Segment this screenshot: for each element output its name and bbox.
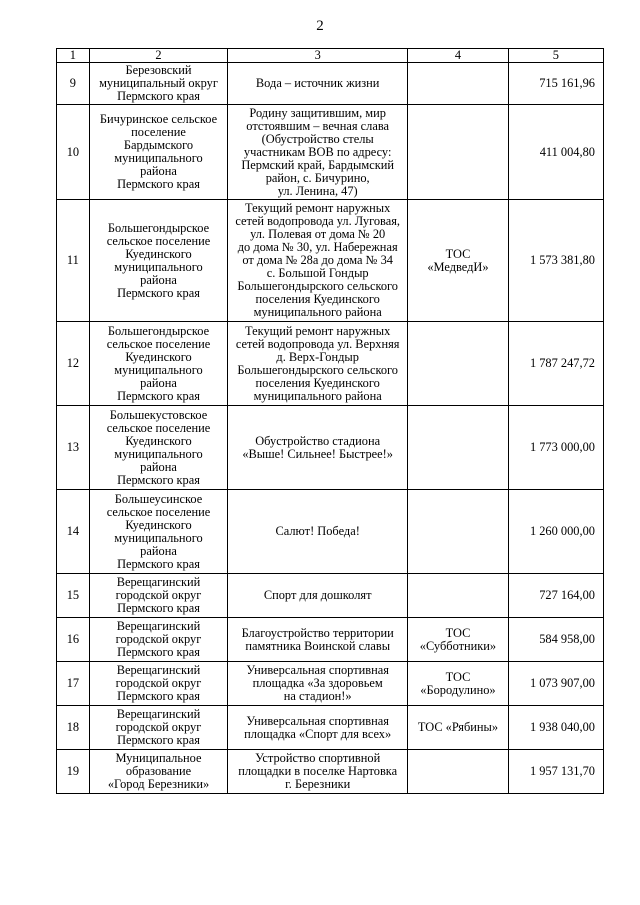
project-cell: Текущий ремонт наружных сетей водопровода ул. Луговая, ул. Полевая от дома № 20 до дома № 30, ул. Набережная от дома № 28а до дома № 34 с. Большой Гондыр Большегондырского сельского поселения Куединского муниципального района	[228, 200, 408, 322]
amount-cell: 1 260 000,00	[508, 490, 603, 574]
amount-cell: 715 161,96	[508, 63, 603, 105]
table-row	[57, 706, 604, 750]
tos-cell: ТОС «Бородулино»	[408, 662, 509, 706]
municipality-cell: Березовский муниципальный округ Пермского края	[89, 63, 227, 105]
projects-table	[56, 48, 604, 794]
row-number: 14	[57, 490, 90, 574]
amount-cell: 727 164,00	[508, 574, 603, 618]
tos-cell	[408, 750, 509, 794]
municipality-cell: Муниципальное образование «Город Березники»	[89, 750, 227, 794]
municipality-cell: Верещагинский городской округ Пермского края	[89, 574, 227, 618]
amount-cell: 584 958,00	[508, 618, 603, 662]
project-cell: Салют! Победа!	[228, 490, 408, 574]
row-number: 10	[57, 105, 90, 200]
table-row	[57, 406, 604, 490]
table-row	[57, 200, 604, 322]
column-header: 2	[89, 49, 227, 63]
column-header: 1	[57, 49, 90, 63]
row-number: 19	[57, 750, 90, 794]
tos-cell	[408, 406, 509, 490]
amount-cell: 1 573 381,80	[508, 200, 603, 322]
row-number: 11	[57, 200, 90, 322]
project-cell: Родину защитившим, мир отстоявшим – вечная слава (Обустройство стелы участникам ВОВ по адресу: Пермский край, Бардымский район, с. Бичурино, ул. Ленина, 47)	[228, 105, 408, 200]
municipality-cell: Бичуринское сельское поселение Бардымского муниципального района Пермского края	[89, 105, 227, 200]
table-row	[57, 618, 604, 662]
project-cell: Универсальная спортивная площадка «Спорт для всех»	[228, 706, 408, 750]
table-row	[57, 574, 604, 618]
amount-cell: 411 004,80	[508, 105, 603, 200]
municipality-cell: Верещагинский городской округ Пермского края	[89, 618, 227, 662]
row-number: 9	[57, 63, 90, 105]
row-number: 16	[57, 618, 90, 662]
tos-cell	[408, 490, 509, 574]
page-number: 2	[316, 18, 324, 34]
table-header-row	[57, 49, 604, 63]
tos-cell	[408, 105, 509, 200]
municipality-cell: Большегондырское сельское поселение Куединского муниципального района Пермского края	[89, 322, 227, 406]
row-number: 18	[57, 706, 90, 750]
row-number: 15	[57, 574, 90, 618]
amount-cell: 1 938 040,00	[508, 706, 603, 750]
tos-cell	[408, 63, 509, 105]
municipality-cell: Верещагинский городской округ Пермского края	[89, 706, 227, 750]
project-cell: Спорт для дошколят	[228, 574, 408, 618]
tos-cell	[408, 322, 509, 406]
column-header: 5	[508, 49, 603, 63]
project-cell: Благоустройство территории памятника Воинской славы	[228, 618, 408, 662]
municipality-cell: Большегондырское сельское поселение Куединского муниципального района Пермского края	[89, 200, 227, 322]
table-row	[57, 662, 604, 706]
municipality-cell: Большекустовское сельское поселение Куединского муниципального района Пермского края	[89, 406, 227, 490]
tos-cell: ТОС «МедведИ»	[408, 200, 509, 322]
amount-cell: 1 957 131,70	[508, 750, 603, 794]
project-cell: Вода – источник жизни	[228, 63, 408, 105]
column-header: 3	[228, 49, 408, 63]
table-row	[57, 750, 604, 794]
row-number: 13	[57, 406, 90, 490]
amount-cell: 1 787 247,72	[508, 322, 603, 406]
amount-cell: 1 073 907,00	[508, 662, 603, 706]
table-row	[57, 322, 604, 406]
tos-cell: ТОС «Субботники»	[408, 618, 509, 662]
project-cell: Текущий ремонт наружных сетей водопровода ул. Верхняя д. Верх-Гондыр Большегондырского сельского поселения Куединского муниципального района	[228, 322, 408, 406]
table-row	[57, 490, 604, 574]
row-number: 12	[57, 322, 90, 406]
project-cell: Устройство спортивной площадки в поселке Нартовка г. Березники	[228, 750, 408, 794]
project-cell: Универсальная спортивная площадка «За здоровьем на стадион!»	[228, 662, 408, 706]
row-number: 17	[57, 662, 90, 706]
tos-cell	[408, 574, 509, 618]
project-cell: Обустройство стадиона «Выше! Сильнее! Быстрее!»	[228, 406, 408, 490]
municipality-cell: Верещагинский городской округ Пермского края	[89, 662, 227, 706]
tos-cell: ТОС «Рябины»	[408, 706, 509, 750]
column-header: 4	[408, 49, 509, 63]
municipality-cell: Большеусинское сельское поселение Куединского муниципального района Пермского края	[89, 490, 227, 574]
amount-cell: 1 773 000,00	[508, 406, 603, 490]
table-row	[57, 105, 604, 200]
table-row	[57, 63, 604, 105]
